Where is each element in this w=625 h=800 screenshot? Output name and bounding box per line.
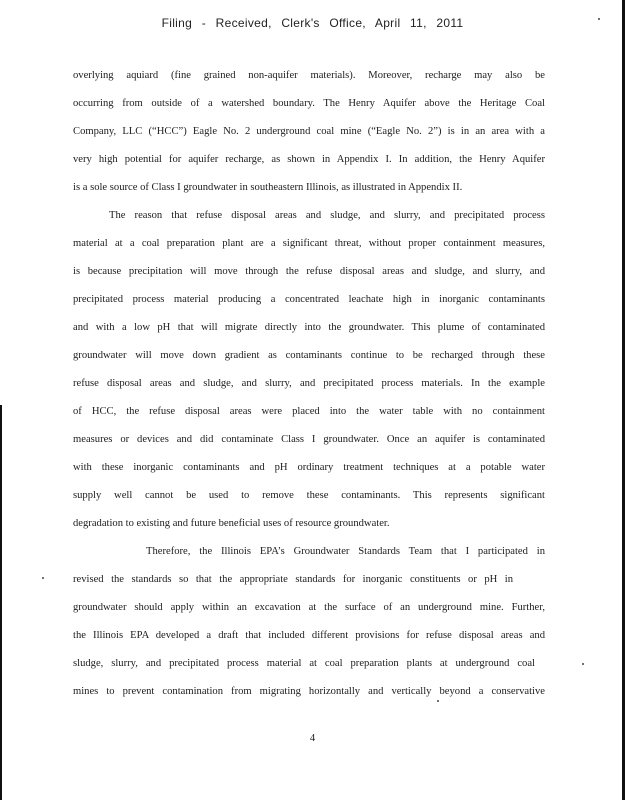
body-line: occurring from outside of a watershed boundary. The Henry Aquifer above the Heritage Coal <box>73 98 545 109</box>
body-line: of HCC, the refuse disposal areas were placed into the water table with no containment <box>73 406 545 417</box>
body-line: groundwater should apply within an excavation at the surface of an underground mine. Further, <box>73 602 545 613</box>
body-line: very high potential for aquifer recharge, as shown in Appendix I. In addition, the Henry Aquifer <box>73 154 545 165</box>
body-line: mines to prevent contamination from migrating horizontally and vertically beyond a conservative <box>73 686 545 697</box>
body-line: Therefore, the Illinois EPA’s Groundwater Standards Team that I participated in <box>146 546 545 557</box>
body-line: is because precipitation will move through the refuse disposal areas and sludge, and slurry, and <box>73 266 545 277</box>
body-line: refuse disposal areas and sludge, and slurry, and precipitated process materials. In the example <box>73 378 545 389</box>
body-line: revised the standards so that the appropriate standards for inorganic constituents or pH in <box>73 574 513 585</box>
body-line: groundwater will move down gradient as contaminants continue to be recharged through these <box>73 350 545 361</box>
body-line: and with a low pH that will migrate directly into the groundwater. This plume of contaminated <box>73 322 545 333</box>
body-line: overlying aquiard (fine grained non-aquifer materials). Moreover, recharge may also be <box>73 70 545 81</box>
body-line: the Illinois EPA developed a draft that included different provisions for refuse disposal areas and <box>73 630 545 641</box>
body-line: The reason that refuse disposal areas and sludge, and slurry, and precipitated process <box>109 210 545 221</box>
scan-speck <box>582 663 584 665</box>
filing-header: Filing - Received, Clerk's Office, April 11, 2011 <box>161 16 464 30</box>
body-line: supply well cannot be used to remove these contaminants. This represents significant <box>73 490 545 501</box>
body-line: Company, LLC (“HCC”) Eagle No. 2 underground coal mine (“Eagle No. 2”) is in an area with a <box>73 126 545 137</box>
body-line: degradation to existing and future beneficial uses of resource groundwater. <box>73 518 390 529</box>
scan-speck <box>437 700 439 702</box>
body-line: sludge, slurry, and precipitated process material at coal preparation plants at underground coal <box>73 658 535 669</box>
scan-speck <box>42 577 44 579</box>
body-line: material at a coal preparation plant are a significant threat, without proper containment measures, <box>73 238 545 249</box>
body-line: precipitated process material producing a concentrated leachate high in inorganic contaminants <box>73 294 545 305</box>
body-line: is a sole source of Class I groundwater in southeastern Illinois, as illustrated in Appendix II. <box>73 182 463 193</box>
scan-speck <box>598 18 600 20</box>
page-number: 4 <box>309 733 316 744</box>
body-line: measures or devices and did contaminate Class I groundwater. Once an aquifer is contaminated <box>73 434 545 445</box>
body-line: with these inorganic contaminants and pH ordinary treatment techniques at a potable water <box>73 462 545 473</box>
